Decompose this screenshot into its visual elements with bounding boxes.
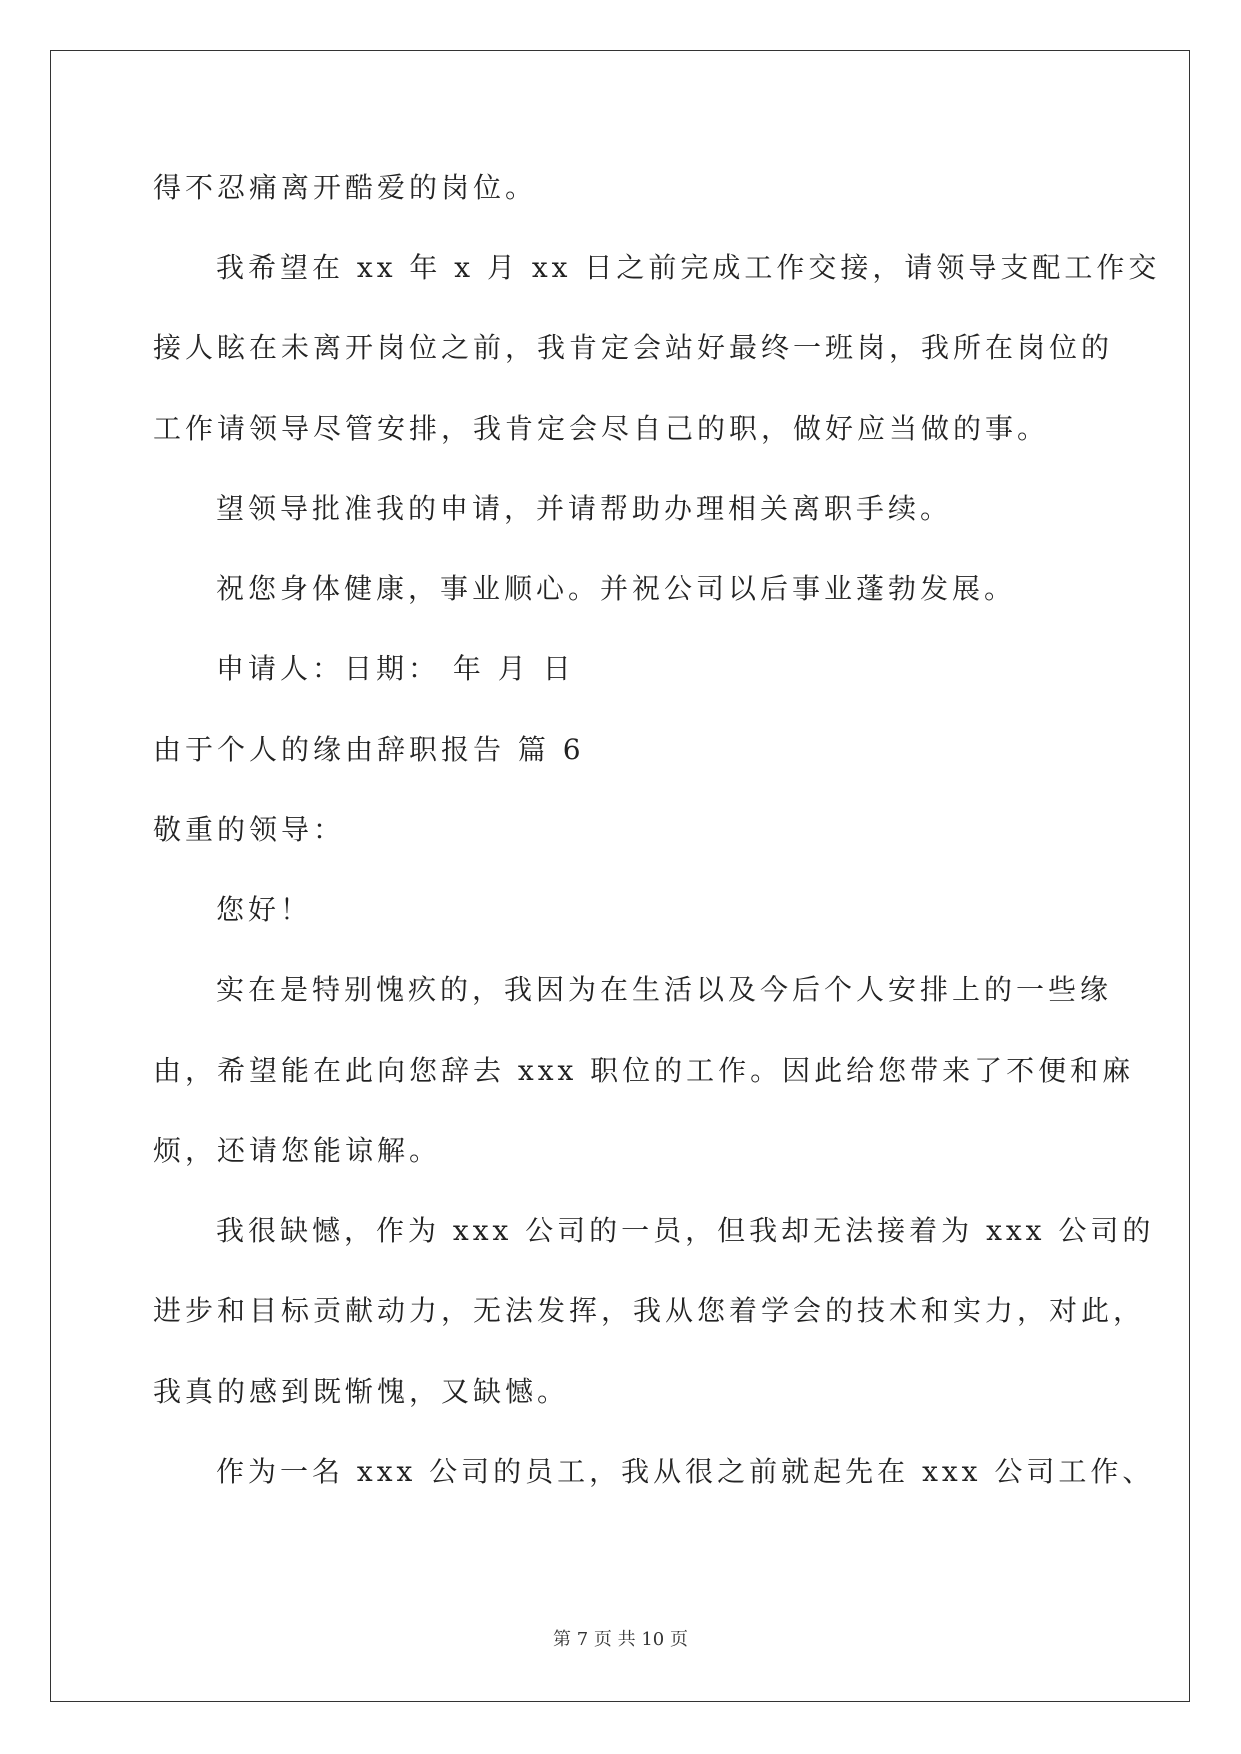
text-line: 进步和目标贡献动力，无法发挥，我从您着学会的技术和实力，对此， [153, 1294, 1146, 1327]
text-line: 接人眩在未离开岗位之前，我肯定会站好最终一班岗，我所在岗位的 [153, 331, 1114, 364]
text-line: 由，希望能在此向您辞去 xxx 职位的工作。因此给您带来了不便和麻 [153, 1054, 1135, 1087]
text-line: 得不忍痛离开酷爱的岗位。 [153, 171, 538, 204]
section-heading: 由于个人的缘由辞职报告 篇 6 [153, 733, 585, 766]
text-line: 望领导批准我的申请，并请帮助办理相关离职手续。 [216, 492, 953, 525]
text-line: 我很缺憾，作为 xxx 公司的一员，但我却无法接着为 xxx 公司的 [216, 1214, 1155, 1247]
text-line: 作为一名 xxx 公司的员工，我从很之前就起先在 xxx 公司工作、 [216, 1455, 1155, 1488]
text-line: 祝您身体健康，事业顺心。并祝公司以后事业蓬勃发展。 [216, 572, 1017, 605]
text-line: 申请人：日期： 年 月 日 [216, 652, 575, 685]
text-line: 烦，还请您能谅解。 [153, 1134, 442, 1167]
text-line: 工作请领导尽管安排，我肯定会尽自己的职，做好应当做的事。 [153, 412, 1050, 445]
text-line: 我希望在 xx 年 x 月 xx 日之前完成工作交接，请领导支配工作交 [216, 251, 1161, 284]
salutation: 敬重的领导： [153, 813, 346, 846]
page-number: 第 7 页 共 10 页 [553, 1629, 688, 1650]
greeting: 您好！ [216, 893, 313, 926]
text-line: 我真的感到既惭愧，又缺憾。 [153, 1375, 570, 1408]
text-line: 实在是特别愧疚的，我因为在生活以及今后个人安排上的一些缘 [216, 973, 1113, 1006]
